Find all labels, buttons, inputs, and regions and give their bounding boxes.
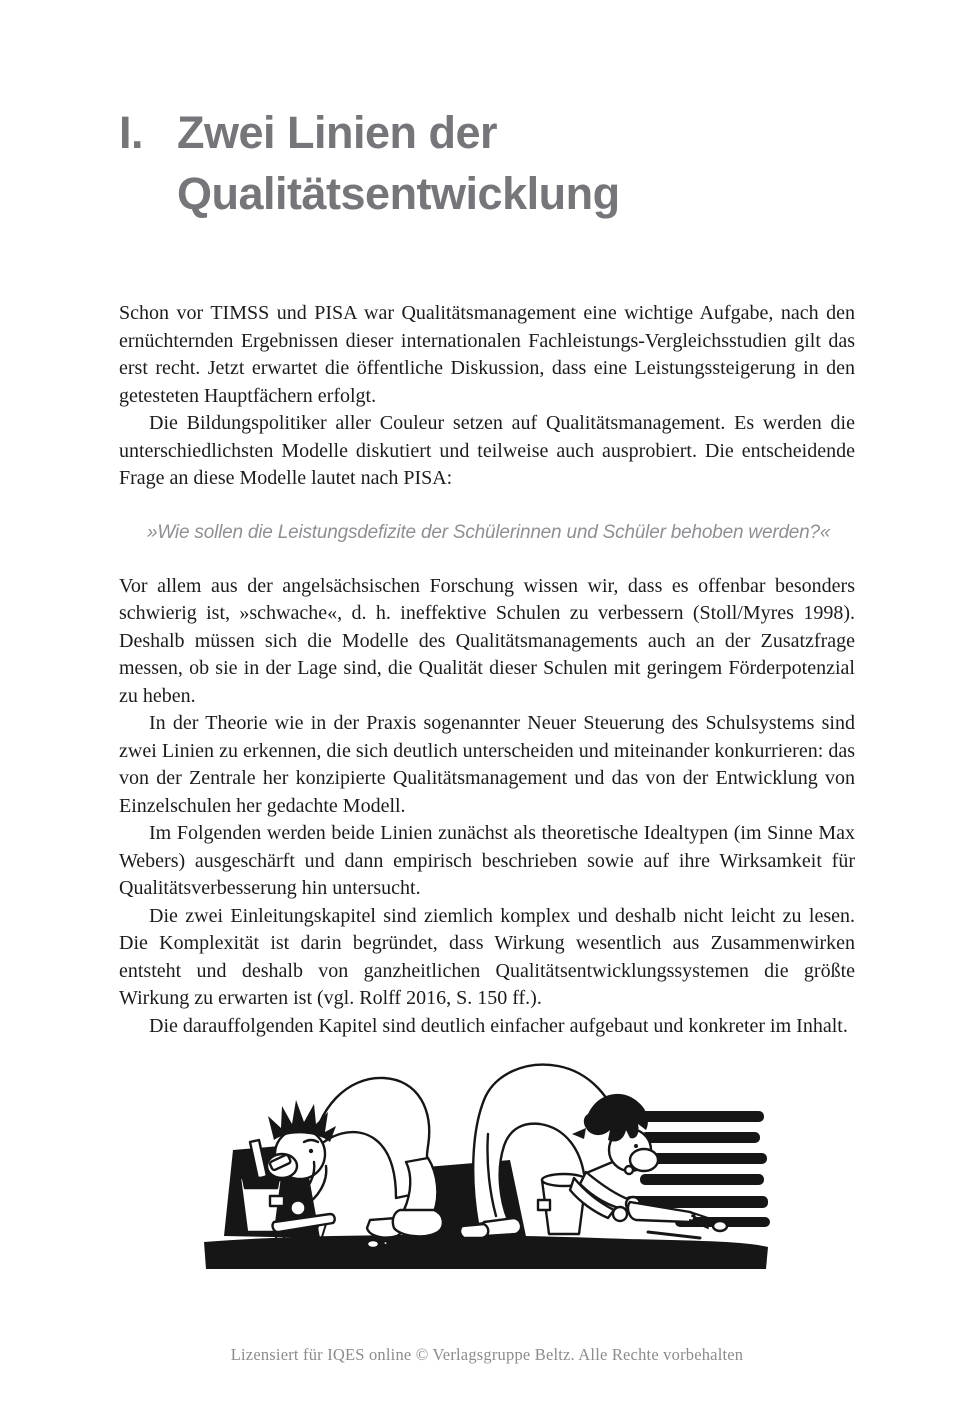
left-cleaner-figure (267, 1078, 443, 1248)
body-text (119, 300, 855, 1040)
paragraph-7: Die darauffolgenden Kapitel sind deutlich einfacher aufgebaut und konkreter im Inhalt. (149, 1014, 848, 1037)
chapter-title-line2: Qualitätsentwicklung (177, 168, 620, 219)
paragraph-4: In der Theorie wie in der Praxis sogenannter Neuer Steuerung des Schulsystems sind zwei Linien zu erkennen, die sich deutlich unterscheiden und miteinander konkurrieren: das von der Zentrale her konzipierte Qualitätsmanagement und das von der Entwicklung von Einzelschulen her gedachte Modell. (119, 712, 855, 817)
paragraph-2: Die Bildungspolitiker aller Couleur setzen auf Qualitätsmanagement. Es werden die unterschiedlichsten Modelle diskutiert und teilweise auch ausprobiert. Die entscheidende Frage an diese Modelle lautet nach PISA: (119, 412, 855, 489)
chapter-numeral: I. (119, 107, 144, 158)
floor-scrubbing-cartoon (178, 1054, 796, 1269)
chapter-heading (119, 102, 855, 224)
floor-scrubbing-cartoon-svg (178, 1054, 796, 1269)
block-quote: »Wie sollen die Leistungsdefizite der Schülerinnen und Schüler behoben werden?« (147, 521, 831, 543)
chapter-title (177, 102, 620, 224)
chapter-title-line1: Zwei Linien der (177, 107, 498, 158)
paragraph-1: Schon vor TIMSS und PISA war Qualitätsmanagement eine wichtige Aufgabe, nach den ernüchternden Ergebnissen dieser internationalen Fachleistungs-Vergleichsstudien gilt das erst recht. Jetzt erwartet die öffentliche Diskussion, dass eine Leistungssteigerung in den getesteten Hauptfächern erfolgt. (119, 302, 855, 407)
paragraph-3: Vor allem aus der angelsächsischen Forschung wissen wir, dass es offenbar besonders schwierig ist, »schwache«, d. h. ineffektive Schulen zu verbessern (Stoll/Myres 1998). Deshalb müssen sich die Modelle des Qualitätsmanagements auch an der Zusatzfrage messen, ob sie in der Lage sind, die Qualität dieser Schulen mit geringem Förderpotenzial zu heben. (119, 574, 855, 707)
paragraph-6: Die zwei Einleitungskapitel sind ziemlich komplex und deshalb nicht leicht zu lesen. Die Komplexität ist darin begründet, dass Wirkung wesentlich aus Zusammenwirken entsteht und deshalb von ganzheitlichen Qualitätsentwicklungssystemen die größte Wirkung zu erwarten ist (vgl. Rolff 2016, S. 150 ff.). (119, 904, 855, 1009)
page-content (0, 102, 974, 1269)
right-cleaner-figure (460, 1065, 727, 1238)
license-footer: Lizensiert für IQES online © Verlagsgruppe Beltz. Alle Rechte vorbehalten (230, 1345, 744, 1364)
paragraph-5: Im Folgenden werden beide Linien zunächst als theoretische Idealtypen (im Sinne Max Webers) ausgeschärft und dann empirisch beschrieben sowie auf ihre Wirksamkeit für Qualitätsverbesserung hin untersucht. (119, 822, 855, 899)
